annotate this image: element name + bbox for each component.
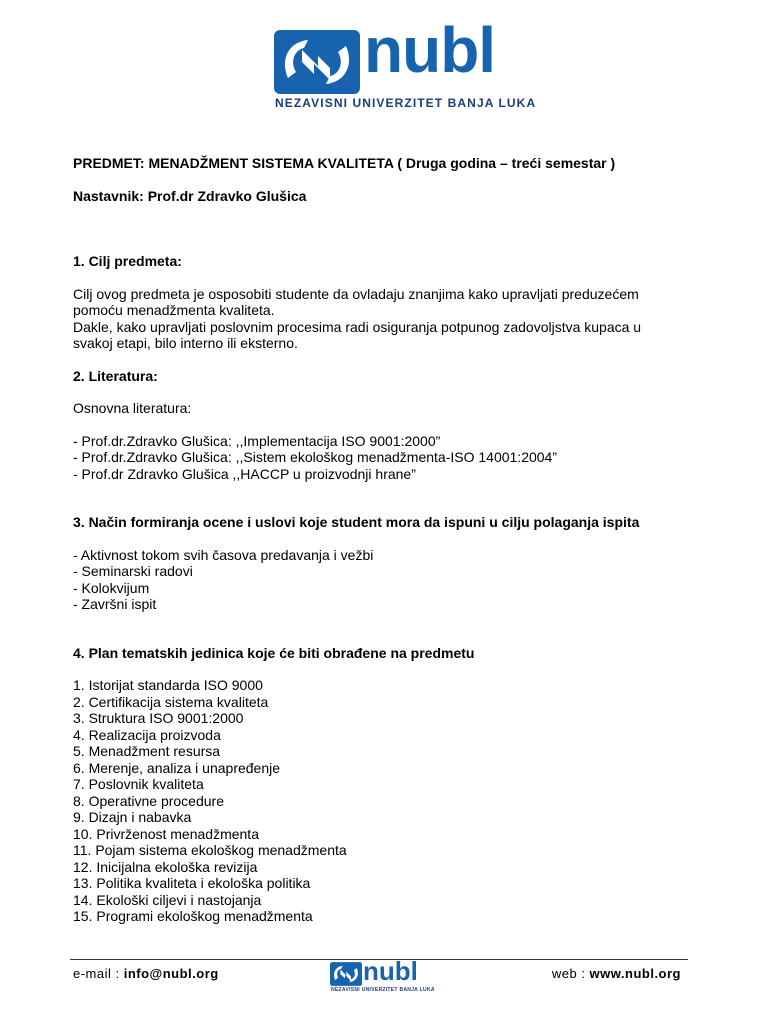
- footer-web: [552, 966, 681, 981]
- document-body: [73, 155, 713, 925]
- logo-wordmark: nubl: [364, 14, 496, 86]
- condition-item: - Kolokvijum: [73, 579, 150, 596]
- topic-item: 15. Programi ekološkog menadžmenta: [73, 908, 313, 924]
- topic-item: 14. Ekološki ciljevi i nastojanja: [73, 891, 262, 908]
- literature-item: - Prof.dr.Zdravko Glušica: ,,Implementacija ISO 9001:2000”: [73, 432, 441, 449]
- topic-item: 12. Inicijalna ekološka revizija: [73, 858, 258, 875]
- section-1-title: 1. Cilj predmeta:: [73, 253, 182, 269]
- teacher-line: Nastavnik: Prof.dr Zdravko Glušica: [73, 187, 307, 204]
- web-link[interactable]: www.nubl.org: [589, 966, 681, 981]
- header-logo: [274, 14, 537, 112]
- footer-email: [73, 966, 219, 981]
- topic-item: 13. Politika kvaliteta i ekološka politika: [73, 875, 311, 891]
- topic-item: 4. Realizacija proizvoda: [73, 726, 221, 743]
- email-label: e-mail :: [73, 966, 124, 981]
- topic-item: 6. Merenje, analiza i unapređenje: [73, 759, 281, 776]
- section-2-intro: Osnovna literatura:: [73, 400, 192, 416]
- condition-item: - Seminarski radovi: [73, 563, 193, 579]
- subject-heading: PREDMET: MENADŽMENT SISTEMA KVALITETA ( Druga godina – treći semestar ): [73, 155, 616, 171]
- section-4-title: 4. Plan tematskih jedinica koje će biti obrađene na predmetu: [73, 644, 475, 661]
- condition-item: - Aktivnost tokom svih časova predavanja i vežbi: [73, 546, 374, 563]
- footer-logo-wordmark: nubl: [363, 956, 418, 986]
- logo-subtitle: NEZAVISNI UNIVERZITET BANJA LUKA: [275, 96, 537, 110]
- condition-item: - Završni ispit: [73, 596, 157, 612]
- topic-item: 2. Certifikacija sistema kvaliteta: [73, 693, 269, 710]
- email-link[interactable]: info@nubl.org: [123, 966, 219, 981]
- topic-item: 8. Operativne procedure: [73, 792, 224, 809]
- footer-logo: [330, 956, 435, 1022]
- topic-item: 9. Dizajn i nabavka: [73, 809, 192, 825]
- nubl-logo-icon: [274, 30, 360, 94]
- topic-item: 3. Struktura ISO 9001:2000: [73, 710, 244, 726]
- topic-item: 7. Poslovnik kvaliteta: [73, 776, 204, 792]
- web-label: web :: [551, 966, 590, 981]
- section-1-text: Cilj ovog predmeta je osposobiti studente da ovladaju znanjima kako upravljati preduzećem: [73, 285, 639, 302]
- topic-item: 11. Pojam sistema ekološkog menadžmenta: [73, 842, 347, 858]
- section-3-title: 3. Način formiranja ocene i uslovi koje student mora da ispuni u cilju polaganja ispita: [73, 514, 640, 530]
- footer-logo-subtitle: NEZAVISNI UNIVERZITET BANJA LUKA: [331, 987, 435, 993]
- nubl-logo-small-icon: [330, 962, 362, 986]
- section-1-text: Dakle, kako upravljati poslovnim procesima radi osiguranja potpunog zadovoljstva kupaca u: [73, 318, 642, 335]
- section-1-text: svakoj etapi, bilo interno ili eksterno.: [73, 335, 298, 351]
- topic-item: 10. Privrženost menadžmenta: [73, 825, 259, 842]
- section-1-text: pomoću menadžmenta kvaliteta.: [73, 302, 275, 318]
- topic-item: 5. Menadžment resursa: [73, 743, 221, 759]
- section-2-title: 2. Literatura:: [73, 367, 158, 384]
- topic-item: 1. Istorijat standarda ISO 9000: [73, 677, 263, 693]
- literature-item: - Prof.dr.Zdravko Glušica: ,,Sistem ekološkog menadžmenta-ISO 14001:2004”: [73, 449, 558, 465]
- literature-item: - Prof.dr Zdravko Glušica ,,HACCP u proizvodnji hrane”: [73, 465, 416, 482]
